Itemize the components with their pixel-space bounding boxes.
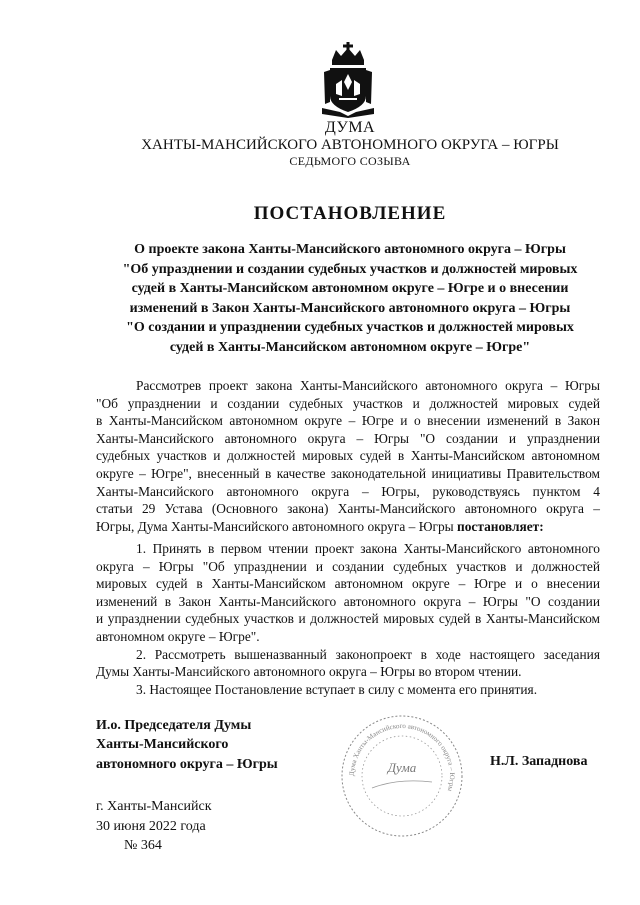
item2-line: 2. Рассмотреть вышеназванный законопроект в ходе настоящего заседания [136,646,600,662]
signer-position-line: И.о. Председателя Думы [96,718,252,733]
item1-line: мировых судей в Ханты-Мансийском автономном округе – Югре и о внесении [96,576,600,592]
signer-position-line: Ханты-Мансийского [96,737,229,753]
official-stamp [338,712,466,840]
subject-line: "Об упразднении и создании судебных участков и должностей мировых [122,261,578,277]
subject-line: О проекте закона Ханты-Мансийского автономного округа – Югры [134,242,566,257]
stamp-ring-text: Дума Ханты-Мансийского автономного округа – Югры [347,721,457,793]
document-subject [96,240,604,358]
text-line-last [96,518,600,536]
subject-line: изменений в Закон Ханты-Мансийского автономного округа – Югры [129,300,571,316]
stamp-center-text: Дума [387,760,417,775]
resolves-word: постановляет: [457,518,544,534]
subject-line: судей в Ханты-Мансийском автономном округе – Югре и о внесении [131,281,569,297]
text-line: Ханты-Мансийского автономного округа – Югры, руководствуясь пунктом 4 [96,483,600,499]
text-line: статьи 29 Устава (Основного закона) Ханты-Мансийского автономного округа – [96,501,600,517]
org-name: ДУМА [324,119,376,136]
subject-line: "О создании и упразднении судебных участков и должностей мировых [126,320,574,336]
org-region: ХАНТЫ-МАНСИЙСКОГО АВТОНОМНОГО ОКРУГА – ЮГРЫ [141,137,559,153]
document-number: № 364 [124,838,162,854]
text-line: "Об упразднении и создании судебных участков и должностей мировых судей [96,395,600,411]
preamble-paragraph [96,377,600,535]
preamble-last-text: Югры, Дума Ханты-Мансийского автономного округа – Югры [96,518,454,534]
city: г. Ханты-Мансийск [96,799,212,814]
item1-last-line: автономном округе – Югре". [96,628,260,644]
text-line: судебных участков и должностей мировых судей в Ханты-Мансийском автономном [96,448,600,464]
item1-line: изменений в Закон Ханты-Мансийского автономного округа – Югры "О создании [96,593,600,609]
item1-line: и упразднении судебных участков и должностей мировых судей в Ханты-Мансийском [96,611,600,627]
org-convocation: СЕДЬМОГО СОЗЫВА [289,154,411,168]
document-title: ПОСТАНОВЛЕНИЕ [253,203,447,224]
coat-of-arms-icon [322,42,374,118]
text-line: Рассмотрев проект закона Ханты-Мансийского автономного округа – Югры [136,378,600,393]
date: 30 июня 2022 года [96,818,206,834]
item3-line: 3. Настоящее Постановление вступает в силу с момента его принятия. [136,681,538,697]
place-date-block [96,797,212,856]
text-line: округе – Югре", внесенный в качестве законодательной инициативы Правительством [96,465,600,481]
item1-line: 1. Принять в первом чтении проект закона Ханты-Мансийского автономного [136,541,600,556]
item1-line: округа – Югры "Об упразднении и создании судебных участков и должностей [96,558,600,574]
text-line: в Ханты-Мансийском автономном округе – Югре и о внесении изменений в Закон [96,413,600,429]
signer-position [96,716,278,774]
resolution-items [96,540,600,698]
signer-position-line: автономного округа – Югры [96,756,278,772]
item2-last-line: Думы Ханты-Мансийского автономного округа – Югры во втором чтении. [96,664,522,680]
svg-text:Дума Ханты-Мансийского автоном [348,722,456,792]
subject-line: судей в Ханты-Мансийском автономном округе – Югре" [169,339,531,355]
text-line: Ханты-Мансийского автономного округа – Югры "О создании и упразднении [96,430,600,446]
signer-name: Н.Л. Западнова [490,754,588,769]
